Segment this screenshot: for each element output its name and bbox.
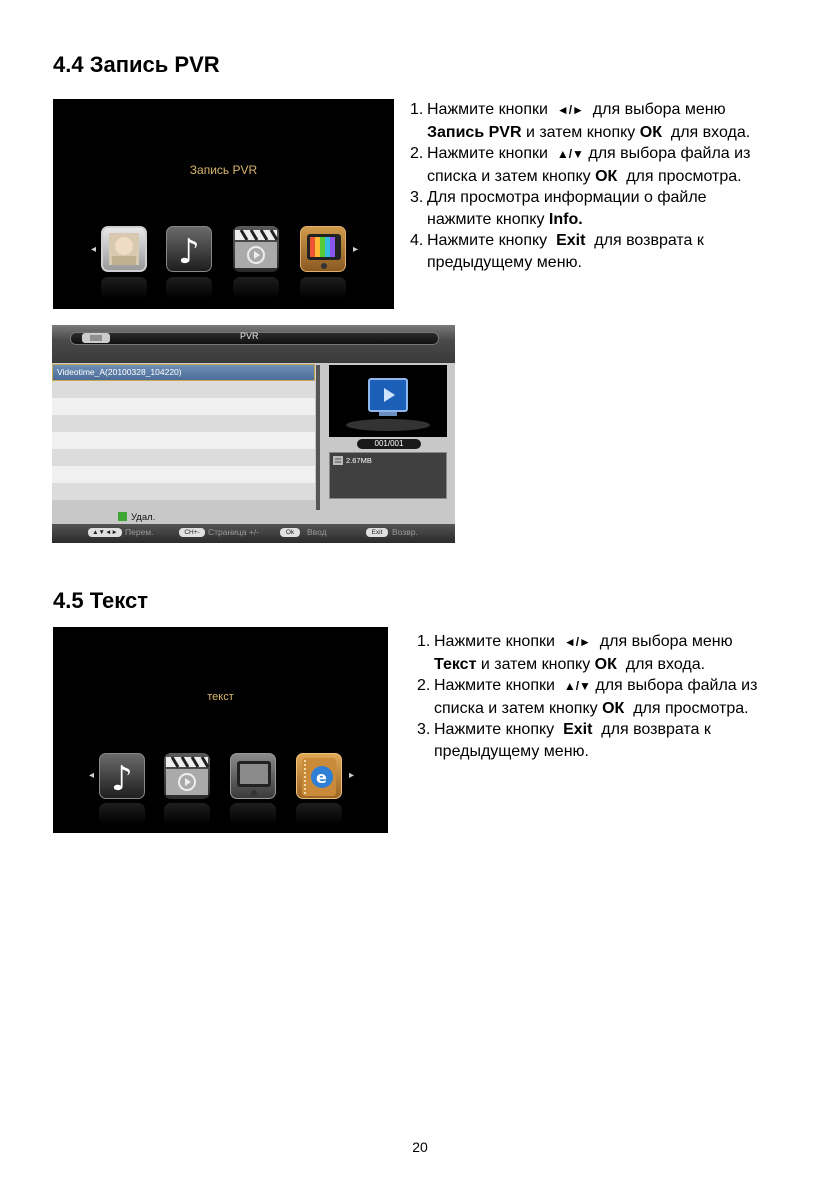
text-menu-screenshot bbox=[53, 627, 388, 833]
list-view-icon bbox=[82, 333, 110, 343]
tv-icon bbox=[230, 753, 276, 799]
pvr-browser-screenshot bbox=[52, 325, 455, 543]
table-row bbox=[52, 449, 315, 466]
file-size: 2.67MB bbox=[346, 456, 372, 465]
table-row bbox=[52, 398, 315, 415]
footer-bar bbox=[52, 524, 455, 543]
table-row bbox=[52, 483, 315, 500]
arrow-left-icon: ◂ bbox=[91, 244, 97, 255]
svg-text:♪: ♪ bbox=[178, 232, 200, 271]
page-label: Страница +/- bbox=[208, 527, 260, 537]
preview-pane bbox=[329, 365, 447, 437]
list-item: 2. Нажмите кнопки ▲/▼ для выбора файла из списка и затем кнопку ОК для просмотра. bbox=[410, 145, 751, 185]
list-item: 2. Нажмите кнопки ▲/▼ для выбора файла из списка и затем кнопку ОК для просмотра. bbox=[417, 677, 758, 717]
list-item: 1. Нажмите кнопки ◄/► для выбора меню Запись PVR и затем кнопку ОК для входа. bbox=[410, 101, 751, 141]
left-right-arrows-icon: ◄/► bbox=[556, 103, 584, 117]
movie-icon bbox=[164, 753, 210, 799]
tv-preview-icon bbox=[329, 365, 447, 437]
pvr-steps-list bbox=[410, 99, 820, 273]
text-steps-list bbox=[417, 631, 827, 762]
ok-key-icon: Ok bbox=[280, 528, 300, 537]
list-item: 4. Нажмите кнопку Exit для возврата к предыдущему меню. bbox=[410, 232, 704, 271]
exit-label: Возвр. bbox=[392, 527, 418, 537]
arrow-left-icon: ◂ bbox=[89, 770, 95, 781]
exit-key-icon: Exit bbox=[366, 528, 388, 537]
ok-label: Ввод bbox=[307, 527, 327, 537]
movie-icon bbox=[233, 226, 279, 272]
menu-title: Запись PVR bbox=[189, 163, 258, 177]
list-item: 3. Для просмотра информации о файле нажмите кнопку Info. bbox=[410, 189, 707, 228]
section-heading-text: 4.5 Текст bbox=[53, 588, 149, 613]
table-row bbox=[52, 381, 315, 398]
page-number: 20 bbox=[412, 1139, 428, 1155]
left-right-arrows-icon: ◄/► bbox=[563, 635, 591, 649]
file-counter: 001/001 bbox=[357, 439, 421, 449]
ebook-icon bbox=[296, 753, 342, 799]
svg-text:♪: ♪ bbox=[111, 759, 133, 798]
scrollbar[interactable] bbox=[316, 365, 320, 510]
page-key-icon: CH+- bbox=[179, 528, 205, 537]
up-down-arrows-icon: ▲/▼ bbox=[556, 147, 584, 161]
tv-icon bbox=[300, 226, 346, 272]
list-item: 3. Нажмите кнопку Exit для возврата к предыдущему меню. bbox=[417, 721, 711, 760]
photo-icon bbox=[101, 226, 147, 272]
table-row bbox=[52, 415, 315, 432]
move-key-icon: ▲▼◄► bbox=[88, 528, 122, 537]
file-row-selected[interactable]: Videotime_A(20100328_104220) bbox=[52, 364, 315, 381]
arrow-right-icon: ▸ bbox=[353, 244, 359, 255]
delete-hint: Удал. bbox=[118, 512, 155, 523]
move-label: Перем. bbox=[125, 527, 154, 537]
arrow-right-icon: ▸ bbox=[349, 770, 355, 781]
list-item: 1. Нажмите кнопки ◄/► для выбора меню Текст и затем кнопку ОК для входа. bbox=[417, 633, 733, 673]
file-list bbox=[52, 364, 315, 512]
table-row bbox=[52, 466, 315, 483]
menu-title: текст bbox=[207, 691, 234, 703]
music-icon bbox=[99, 753, 145, 799]
table-row bbox=[52, 432, 315, 449]
file-icon bbox=[333, 456, 343, 465]
svg-text:e: e bbox=[316, 768, 327, 787]
pvr-menu-screenshot bbox=[53, 99, 394, 309]
browser-title: PVR bbox=[240, 331, 259, 341]
section-heading-pvr: 4.4 Запись PVR bbox=[53, 52, 220, 77]
up-down-arrows-icon: ▲/▼ bbox=[563, 679, 591, 693]
file-info-box bbox=[329, 452, 447, 499]
green-key-icon bbox=[118, 512, 127, 521]
music-icon bbox=[166, 226, 212, 272]
